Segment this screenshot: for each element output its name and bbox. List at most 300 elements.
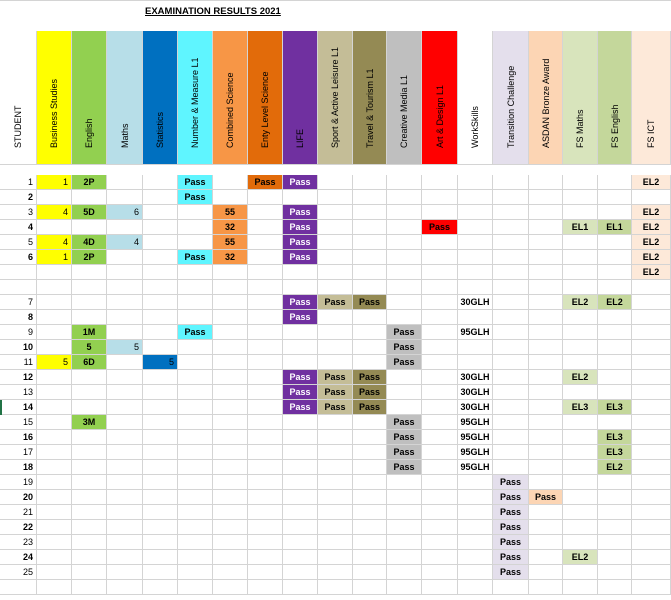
cell-transition-challenge[interactable] [493, 220, 529, 235]
cell-enty-level-science[interactable] [248, 340, 283, 355]
cell-travel-and-tourism-l1[interactable] [353, 565, 387, 580]
cell-statistics[interactable] [143, 520, 178, 535]
cell-english[interactable] [72, 535, 107, 550]
cell-business-studies[interactable] [37, 220, 72, 235]
cell-fs-ict[interactable] [632, 190, 671, 205]
cell-fs-maths[interactable] [563, 340, 598, 355]
cell-combined-science[interactable] [213, 505, 248, 520]
cell-statistics[interactable] [143, 445, 178, 460]
cell-number-and-measure-l1[interactable] [178, 475, 213, 490]
cell-art-and-design-l1[interactable] [422, 445, 458, 460]
cell-life[interactable] [283, 580, 318, 595]
cell-fs-ict[interactable] [632, 370, 671, 385]
cell-travel-and-tourism-l1[interactable] [353, 280, 387, 295]
student-id-cell[interactable]: 25 [0, 565, 37, 580]
cell-creative-media-l1[interactable]: Pass [387, 460, 422, 475]
cell-fs-ict[interactable] [632, 430, 671, 445]
header-business-studies[interactable] [37, 31, 72, 165]
cell-combined-science[interactable] [213, 340, 248, 355]
cell-fs-ict[interactable] [632, 565, 671, 580]
cell-travel-and-tourism-l1[interactable] [353, 550, 387, 565]
cell-travel-and-tourism-l1[interactable] [353, 355, 387, 370]
cell-enty-level-science[interactable] [248, 505, 283, 520]
cell-number-and-measure-l1[interactable]: Pass [178, 325, 213, 340]
cell-enty-level-science[interactable] [248, 580, 283, 595]
cell-combined-science[interactable]: 32 [213, 220, 248, 235]
cell-travel-and-tourism-l1[interactable]: Pass [353, 370, 387, 385]
cell-life[interactable] [283, 520, 318, 535]
cell-asdan-bronze-award[interactable] [529, 445, 563, 460]
cell-maths[interactable] [107, 445, 143, 460]
cell-life[interactable] [283, 340, 318, 355]
header-asdan-bronze-award[interactable] [529, 31, 563, 165]
cell-life[interactable]: Pass [283, 205, 318, 220]
cell-creative-media-l1[interactable] [387, 535, 422, 550]
cell-enty-level-science[interactable] [248, 550, 283, 565]
header-maths[interactable] [107, 31, 143, 165]
cell-art-and-design-l1[interactable] [422, 460, 458, 475]
cell-fs-maths[interactable] [563, 460, 598, 475]
cell-life[interactable] [283, 430, 318, 445]
cell-creative-media-l1[interactable] [387, 220, 422, 235]
cell-asdan-bronze-award[interactable]: Pass [529, 490, 563, 505]
cell-fs-maths[interactable] [563, 505, 598, 520]
cell-statistics[interactable] [143, 295, 178, 310]
cell-art-and-design-l1[interactable] [422, 490, 458, 505]
cell-asdan-bronze-award[interactable] [529, 250, 563, 265]
cell-art-and-design-l1[interactable] [422, 280, 458, 295]
cell-enty-level-science[interactable] [248, 205, 283, 220]
cell-art-and-design-l1[interactable] [422, 580, 458, 595]
cell-fs-maths[interactable] [563, 535, 598, 550]
cell-statistics[interactable] [143, 280, 178, 295]
cell-english[interactable] [72, 580, 107, 595]
cell-travel-and-tourism-l1[interactable] [353, 175, 387, 190]
cell-english[interactable]: 4D [72, 235, 107, 250]
cell-fs-english[interactable] [598, 385, 632, 400]
cell-statistics[interactable] [143, 505, 178, 520]
cell-number-and-measure-l1[interactable]: Pass [178, 175, 213, 190]
cell-business-studies[interactable] [37, 190, 72, 205]
cell-transition-challenge[interactable] [493, 310, 529, 325]
cell-business-studies[interactable] [37, 505, 72, 520]
cell-workskills[interactable]: 30GLH [458, 370, 493, 385]
cell-enty-level-science[interactable] [248, 220, 283, 235]
cell-fs-ict[interactable]: EL2 [632, 235, 671, 250]
cell-fs-english[interactable] [598, 580, 632, 595]
cell-asdan-bronze-award[interactable] [529, 565, 563, 580]
cell-enty-level-science[interactable] [248, 460, 283, 475]
cell-fs-english[interactable] [598, 355, 632, 370]
cell-business-studies[interactable] [37, 385, 72, 400]
cell-number-and-measure-l1[interactable] [178, 295, 213, 310]
cell-fs-english[interactable] [598, 550, 632, 565]
cell-english[interactable] [72, 460, 107, 475]
cell-number-and-measure-l1[interactable] [178, 340, 213, 355]
cell-travel-and-tourism-l1[interactable] [353, 340, 387, 355]
cell-asdan-bronze-award[interactable] [529, 460, 563, 475]
cell-statistics[interactable] [143, 220, 178, 235]
cell-transition-challenge[interactable] [493, 385, 529, 400]
cell-business-studies[interactable] [37, 565, 72, 580]
cell-english[interactable] [72, 490, 107, 505]
cell-fs-maths[interactable] [563, 355, 598, 370]
cell-enty-level-science[interactable] [248, 265, 283, 280]
cell-creative-media-l1[interactable] [387, 565, 422, 580]
cell-sport-and-active-leisure-l1[interactable] [318, 430, 353, 445]
cell-english[interactable] [72, 295, 107, 310]
cell-transition-challenge[interactable] [493, 190, 529, 205]
student-id-cell[interactable]: 24 [0, 550, 37, 565]
cell-life[interactable] [283, 415, 318, 430]
student-id-cell[interactable]: 13 [0, 385, 37, 400]
cell-statistics[interactable] [143, 250, 178, 265]
cell-fs-english[interactable]: EL3 [598, 430, 632, 445]
cell-sport-and-active-leisure-l1[interactable] [318, 340, 353, 355]
cell-fs-maths[interactable] [563, 490, 598, 505]
cell-fs-maths[interactable] [563, 385, 598, 400]
header-enty-level-science[interactable] [248, 31, 283, 165]
cell-asdan-bronze-award[interactable] [529, 295, 563, 310]
cell-maths[interactable] [107, 505, 143, 520]
cell-number-and-measure-l1[interactable]: Pass [178, 250, 213, 265]
header-art-and-design-l1[interactable] [422, 31, 458, 165]
cell-workskills[interactable] [458, 235, 493, 250]
cell-number-and-measure-l1[interactable] [178, 310, 213, 325]
cell-statistics[interactable] [143, 310, 178, 325]
header-life[interactable] [283, 31, 318, 165]
cell-statistics[interactable] [143, 325, 178, 340]
cell-life[interactable] [283, 490, 318, 505]
cell-maths[interactable] [107, 220, 143, 235]
cell-enty-level-science[interactable] [248, 370, 283, 385]
cell-transition-challenge[interactable]: Pass [493, 475, 529, 490]
cell-art-and-design-l1[interactable] [422, 385, 458, 400]
cell-maths[interactable] [107, 580, 143, 595]
cell-sport-and-active-leisure-l1[interactable] [318, 190, 353, 205]
cell-asdan-bronze-award[interactable] [529, 385, 563, 400]
student-id-cell[interactable]: 18 [0, 460, 37, 475]
cell-fs-maths[interactable] [563, 430, 598, 445]
cell-maths[interactable] [107, 265, 143, 280]
cell-fs-ict[interactable] [632, 505, 671, 520]
cell-art-and-design-l1[interactable] [422, 430, 458, 445]
cell-english[interactable]: 5D [72, 205, 107, 220]
cell-statistics[interactable] [143, 475, 178, 490]
cell-combined-science[interactable] [213, 490, 248, 505]
cell-combined-science[interactable] [213, 355, 248, 370]
cell-life[interactable] [283, 475, 318, 490]
cell-statistics[interactable] [143, 580, 178, 595]
cell-workskills[interactable] [458, 505, 493, 520]
cell-english[interactable] [72, 190, 107, 205]
cell-statistics[interactable]: 5 [143, 355, 178, 370]
cell-travel-and-tourism-l1[interactable] [353, 505, 387, 520]
header-fs-english[interactable] [598, 31, 632, 165]
cell-travel-and-tourism-l1[interactable] [353, 415, 387, 430]
student-id-cell[interactable]: 20 [0, 490, 37, 505]
cell-fs-english[interactable] [598, 565, 632, 580]
cell-business-studies[interactable] [37, 430, 72, 445]
cell-business-studies[interactable] [37, 475, 72, 490]
cell-travel-and-tourism-l1[interactable]: Pass [353, 400, 387, 415]
cell-business-studies[interactable] [37, 370, 72, 385]
cell-transition-challenge[interactable] [493, 340, 529, 355]
cell-combined-science[interactable] [213, 550, 248, 565]
cell-number-and-measure-l1[interactable] [178, 265, 213, 280]
cell-business-studies[interactable]: 1 [37, 250, 72, 265]
cell-fs-maths[interactable] [563, 250, 598, 265]
cell-combined-science[interactable] [213, 430, 248, 445]
cell-fs-english[interactable]: EL3 [598, 400, 632, 415]
cell-maths[interactable] [107, 370, 143, 385]
cell-fs-maths[interactable] [563, 190, 598, 205]
cell-combined-science[interactable] [213, 385, 248, 400]
cell-english[interactable]: 5 [72, 340, 107, 355]
cell-art-and-design-l1[interactable] [422, 475, 458, 490]
cell-asdan-bronze-award[interactable] [529, 220, 563, 235]
cell-travel-and-tourism-l1[interactable] [353, 490, 387, 505]
cell-business-studies[interactable] [37, 295, 72, 310]
cell-workskills[interactable]: 95GLH [458, 430, 493, 445]
header-travel-and-tourism-l1[interactable] [353, 31, 387, 165]
cell-life[interactable]: Pass [283, 235, 318, 250]
cell-sport-and-active-leisure-l1[interactable] [318, 205, 353, 220]
cell-sport-and-active-leisure-l1[interactable] [318, 235, 353, 250]
header-student[interactable] [0, 31, 37, 165]
cell-life[interactable]: Pass [283, 310, 318, 325]
cell-number-and-measure-l1[interactable] [178, 505, 213, 520]
cell-combined-science[interactable] [213, 445, 248, 460]
cell-maths[interactable] [107, 535, 143, 550]
cell-workskills[interactable] [458, 535, 493, 550]
cell-fs-ict[interactable] [632, 325, 671, 340]
header-fs-ict[interactable] [632, 31, 671, 165]
cell-asdan-bronze-award[interactable] [529, 415, 563, 430]
cell-number-and-measure-l1[interactable] [178, 535, 213, 550]
student-id-cell[interactable]: 19 [0, 475, 37, 490]
cell-travel-and-tourism-l1[interactable] [353, 235, 387, 250]
cell-fs-maths[interactable] [563, 445, 598, 460]
cell-fs-ict[interactable] [632, 475, 671, 490]
cell-business-studies[interactable] [37, 265, 72, 280]
cell-combined-science[interactable] [213, 460, 248, 475]
student-id-cell[interactable]: 7 [0, 295, 37, 310]
cell-life[interactable] [283, 565, 318, 580]
cell-fs-maths[interactable] [563, 325, 598, 340]
cell-fs-maths[interactable] [563, 475, 598, 490]
cell-combined-science[interactable] [213, 265, 248, 280]
cell-workskills[interactable] [458, 280, 493, 295]
cell-fs-english[interactable] [598, 310, 632, 325]
cell-fs-ict[interactable]: EL2 [632, 205, 671, 220]
cell-sport-and-active-leisure-l1[interactable] [318, 520, 353, 535]
cell-creative-media-l1[interactable] [387, 490, 422, 505]
cell-life[interactable]: Pass [283, 370, 318, 385]
cell-fs-maths[interactable]: EL1 [563, 220, 598, 235]
cell-asdan-bronze-award[interactable] [529, 310, 563, 325]
cell-creative-media-l1[interactable] [387, 190, 422, 205]
cell-business-studies[interactable] [37, 325, 72, 340]
cell-life[interactable] [283, 280, 318, 295]
cell-transition-challenge[interactable] [493, 445, 529, 460]
cell-enty-level-science[interactable] [248, 280, 283, 295]
cell-creative-media-l1[interactable] [387, 175, 422, 190]
cell-travel-and-tourism-l1[interactable] [353, 205, 387, 220]
cell-life[interactable]: Pass [283, 250, 318, 265]
cell-workskills[interactable]: 95GLH [458, 445, 493, 460]
cell-workskills[interactable] [458, 520, 493, 535]
cell-sport-and-active-leisure-l1[interactable] [318, 580, 353, 595]
cell-art-and-design-l1[interactable] [422, 175, 458, 190]
cell-sport-and-active-leisure-l1[interactable] [318, 325, 353, 340]
cell-fs-ict[interactable] [632, 520, 671, 535]
cell-travel-and-tourism-l1[interactable] [353, 250, 387, 265]
student-id-cell[interactable]: 17 [0, 445, 37, 460]
cell-fs-english[interactable]: EL3 [598, 445, 632, 460]
header-fs-maths[interactable] [563, 31, 598, 165]
cell-fs-english[interactable]: EL2 [598, 460, 632, 475]
cell-enty-level-science[interactable] [248, 445, 283, 460]
cell-number-and-measure-l1[interactable] [178, 445, 213, 460]
cell-number-and-measure-l1[interactable] [178, 385, 213, 400]
cell-sport-and-active-leisure-l1[interactable] [318, 490, 353, 505]
cell-business-studies[interactable] [37, 535, 72, 550]
cell-maths[interactable] [107, 400, 143, 415]
cell-travel-and-tourism-l1[interactable] [353, 325, 387, 340]
student-id-cell[interactable]: 6 [0, 250, 37, 265]
cell-life[interactable] [283, 460, 318, 475]
cell-creative-media-l1[interactable] [387, 370, 422, 385]
cell-travel-and-tourism-l1[interactable]: Pass [353, 385, 387, 400]
cell-enty-level-science[interactable] [248, 475, 283, 490]
cell-workskills[interactable]: 95GLH [458, 415, 493, 430]
cell-asdan-bronze-award[interactable] [529, 520, 563, 535]
cell-fs-ict[interactable] [632, 280, 671, 295]
cell-workskills[interactable] [458, 340, 493, 355]
cell-maths[interactable]: 6 [107, 205, 143, 220]
cell-english[interactable] [72, 565, 107, 580]
cell-english[interactable] [72, 520, 107, 535]
cell-statistics[interactable] [143, 235, 178, 250]
student-id-cell[interactable]: 5 [0, 235, 37, 250]
cell-workskills[interactable] [458, 205, 493, 220]
cell-life[interactable]: Pass [283, 175, 318, 190]
cell-statistics[interactable] [143, 460, 178, 475]
cell-enty-level-science[interactable] [248, 310, 283, 325]
cell-enty-level-science[interactable] [248, 325, 283, 340]
cell-workskills[interactable]: 95GLH [458, 325, 493, 340]
cell-fs-ict[interactable] [632, 535, 671, 550]
student-id-cell[interactable]: 23 [0, 535, 37, 550]
student-id-cell[interactable]: 14 [0, 400, 37, 415]
cell-travel-and-tourism-l1[interactable] [353, 445, 387, 460]
cell-maths[interactable] [107, 280, 143, 295]
cell-fs-english[interactable]: EL2 [598, 295, 632, 310]
cell-art-and-design-l1[interactable] [422, 355, 458, 370]
cell-life[interactable] [283, 535, 318, 550]
cell-sport-and-active-leisure-l1[interactable] [318, 535, 353, 550]
cell-combined-science[interactable] [213, 565, 248, 580]
cell-asdan-bronze-award[interactable] [529, 340, 563, 355]
cell-sport-and-active-leisure-l1[interactable] [318, 460, 353, 475]
cell-fs-english[interactable] [598, 340, 632, 355]
cell-art-and-design-l1[interactable] [422, 415, 458, 430]
cell-combined-science[interactable] [213, 325, 248, 340]
cell-transition-challenge[interactable] [493, 325, 529, 340]
cell-asdan-bronze-award[interactable] [529, 355, 563, 370]
cell-creative-media-l1[interactable] [387, 580, 422, 595]
cell-maths[interactable] [107, 460, 143, 475]
cell-art-and-design-l1[interactable] [422, 265, 458, 280]
student-id-cell[interactable]: 16 [0, 430, 37, 445]
cell-travel-and-tourism-l1[interactable] [353, 535, 387, 550]
cell-transition-challenge[interactable] [493, 415, 529, 430]
cell-number-and-measure-l1[interactable] [178, 205, 213, 220]
cell-business-studies[interactable] [37, 340, 72, 355]
cell-maths[interactable] [107, 250, 143, 265]
cell-business-studies[interactable] [37, 520, 72, 535]
cell-enty-level-science[interactable] [248, 250, 283, 265]
cell-transition-challenge[interactable] [493, 205, 529, 220]
cell-workskills[interactable] [458, 565, 493, 580]
cell-fs-ict[interactable] [632, 580, 671, 595]
cell-workskills[interactable] [458, 250, 493, 265]
cell-maths[interactable] [107, 565, 143, 580]
cell-art-and-design-l1[interactable] [422, 520, 458, 535]
cell-art-and-design-l1[interactable] [422, 190, 458, 205]
cell-asdan-bronze-award[interactable] [529, 475, 563, 490]
cell-maths[interactable] [107, 295, 143, 310]
student-id-cell[interactable] [0, 265, 37, 280]
cell-workskills[interactable]: 30GLH [458, 385, 493, 400]
cell-fs-maths[interactable]: EL2 [563, 295, 598, 310]
cell-creative-media-l1[interactable]: Pass [387, 445, 422, 460]
cell-maths[interactable] [107, 430, 143, 445]
cell-maths[interactable]: 5 [107, 340, 143, 355]
cell-english[interactable] [72, 310, 107, 325]
cell-business-studies[interactable] [37, 280, 72, 295]
cell-number-and-measure-l1[interactable] [178, 430, 213, 445]
cell-life[interactable] [283, 190, 318, 205]
cell-fs-ict[interactable] [632, 295, 671, 310]
student-id-cell[interactable]: 9 [0, 325, 37, 340]
cell-combined-science[interactable] [213, 520, 248, 535]
cell-workskills[interactable] [458, 265, 493, 280]
cell-maths[interactable] [107, 415, 143, 430]
cell-statistics[interactable] [143, 265, 178, 280]
cell-sport-and-active-leisure-l1[interactable] [318, 550, 353, 565]
cell-creative-media-l1[interactable] [387, 265, 422, 280]
cell-fs-ict[interactable]: EL2 [632, 175, 671, 190]
cell-transition-challenge[interactable]: Pass [493, 550, 529, 565]
cell-travel-and-tourism-l1[interactable] [353, 430, 387, 445]
cell-sport-and-active-leisure-l1[interactable] [318, 220, 353, 235]
cell-fs-english[interactable] [598, 280, 632, 295]
cell-number-and-measure-l1[interactable] [178, 400, 213, 415]
cell-art-and-design-l1[interactable] [422, 205, 458, 220]
cell-asdan-bronze-award[interactable] [529, 325, 563, 340]
student-id-cell[interactable]: 8 [0, 310, 37, 325]
cell-combined-science[interactable] [213, 370, 248, 385]
cell-number-and-measure-l1[interactable] [178, 460, 213, 475]
cell-fs-maths[interactable] [563, 565, 598, 580]
cell-fs-ict[interactable]: EL2 [632, 265, 671, 280]
cell-asdan-bronze-award[interactable] [529, 190, 563, 205]
cell-transition-challenge[interactable] [493, 280, 529, 295]
cell-creative-media-l1[interactable] [387, 205, 422, 220]
cell-workskills[interactable] [458, 550, 493, 565]
